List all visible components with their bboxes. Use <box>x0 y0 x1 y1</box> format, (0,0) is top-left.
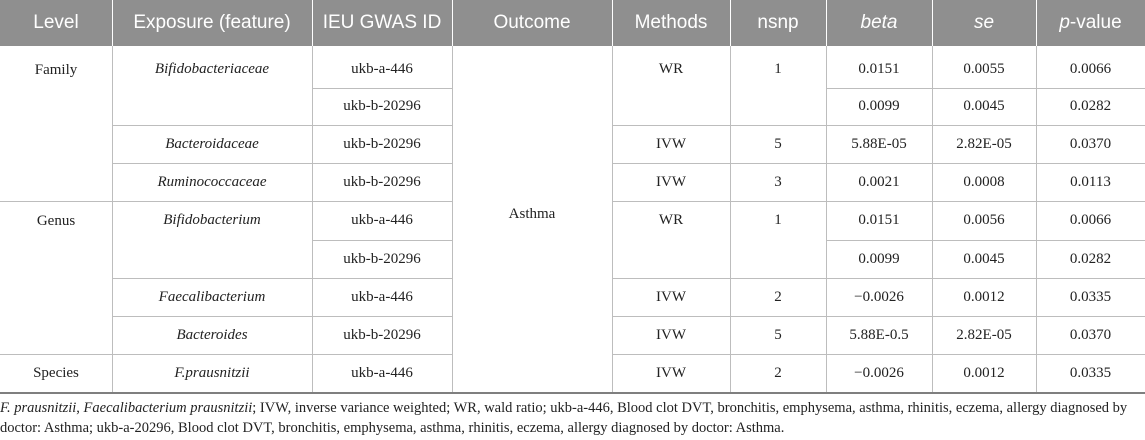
header-se: se <box>973 12 995 33</box>
header-divider <box>826 0 827 46</box>
gwas-id-cell: ukb-b-20296 <box>343 98 421 114</box>
header-divider <box>112 0 113 46</box>
method-cell: WR <box>658 212 684 228</box>
exposure-cell: F.prausnitzii <box>174 364 250 381</box>
se-cell: 0.0056 <box>963 212 1005 228</box>
gwas-id-cell: ukb-a-446 <box>351 212 413 228</box>
header-methods: Methods <box>634 12 708 33</box>
beta-cell: −0.0026 <box>854 364 904 381</box>
se-cell: 0.0008 <box>963 173 1005 190</box>
beta-cell: −0.0026 <box>854 288 904 305</box>
p-value-cell: 0.0113 <box>1070 173 1111 190</box>
outcome-asthma: Asthma <box>508 205 556 222</box>
p-value-cell: 0.0066 <box>1069 212 1112 228</box>
se-cell: 0.0012 <box>963 288 1005 305</box>
method-cell: IVW <box>656 173 686 190</box>
footnote-sep: , <box>76 400 84 416</box>
header-divider <box>612 0 613 46</box>
header-level: Level <box>33 12 79 33</box>
header-p-value <box>1036 0 1145 46</box>
gwas-id-cell: ukb-b-20296 <box>343 250 421 267</box>
table-bottom-rule <box>0 392 1145 394</box>
header-gwas-id: IEU GWAS ID <box>322 12 442 33</box>
nsnp-cell: 2 <box>774 288 782 305</box>
method-cell: IVW <box>656 326 686 343</box>
nsnp-cell: 2 <box>774 364 782 381</box>
se-cell: 0.0045 <box>963 250 1005 267</box>
gwas-id-cell: ukb-a-446 <box>351 288 413 305</box>
beta-cell: 0.0151 <box>858 60 900 77</box>
method-cell <box>612 240 730 278</box>
beta-cell: 0.0099 <box>858 250 900 267</box>
footnote-abbr-full: Faecalibacterium prausnitzii <box>83 400 253 416</box>
method-cell: IVW <box>656 364 686 381</box>
gwas-id-cell: ukb-a-446 <box>351 60 413 77</box>
method-cell: IVW <box>656 288 686 305</box>
se-cell: 0.0012 <box>963 364 1005 381</box>
exposure-cell: Bacteroides <box>176 326 248 343</box>
nsnp-cell: 3 <box>774 173 782 190</box>
beta-cell: 5.88E-05 <box>851 135 907 152</box>
p-value-cell: 0.0282 <box>1069 250 1112 267</box>
se-cell: 2.82E-05 <box>956 326 1012 343</box>
level-genus: Genus <box>36 212 76 229</box>
exposure-cell: Bifidobacteriaceae <box>154 60 270 77</box>
exposure-cell: Faecalibacterium <box>158 288 266 305</box>
beta-cell: 0.0151 <box>858 212 900 228</box>
exposure-cell: Ruminococcaceae <box>157 173 267 190</box>
method-cell: WR <box>658 60 684 77</box>
header-p-suffix: -value <box>1069 12 1122 33</box>
nsnp-cell: 5 <box>774 326 782 343</box>
gwas-id-cell: ukb-b-20296 <box>343 135 421 152</box>
p-value-cell: 0.0335 <box>1069 288 1112 305</box>
p-value-cell: 0.0335 <box>1069 364 1112 381</box>
beta-cell: 0.0021 <box>858 173 900 190</box>
beta-cell: 0.0099 <box>858 98 900 114</box>
header-beta: beta <box>860 12 898 33</box>
footnote-abbr: F. prausnitzii <box>0 400 77 416</box>
header-divider <box>1036 0 1037 46</box>
p-value-cell: 0.0370 <box>1069 135 1112 152</box>
header-divider <box>932 0 933 46</box>
header-p-letter: p <box>1059 12 1070 33</box>
exposure-cell: Bifidobacterium <box>163 212 261 228</box>
p-value-cell: 0.0282 <box>1069 98 1112 114</box>
nsnp-cell <box>730 88 826 125</box>
se-cell: 2.82E-05 <box>956 135 1012 152</box>
header-exposure: Exposure (feature) <box>133 12 291 33</box>
method-cell <box>612 88 730 125</box>
header-nsnp: nsnp <box>757 12 799 33</box>
nsnp-cell: 5 <box>774 135 782 152</box>
exposure-cell <box>112 88 312 125</box>
se-cell: 0.0055 <box>963 60 1005 77</box>
level-family: Family <box>34 61 78 78</box>
nsnp-cell: 1 <box>774 212 782 228</box>
header-divider <box>730 0 731 46</box>
nsnp-cell <box>730 240 826 278</box>
gwas-id-cell: ukb-b-20296 <box>343 326 421 343</box>
p-value-cell: 0.0370 <box>1069 326 1112 343</box>
gwas-id-cell: ukb-a-446 <box>351 364 413 381</box>
exposure-cell: Bacteroidaceae <box>165 135 259 152</box>
header-divider <box>452 0 453 46</box>
p-value-cell: 0.0066 <box>1069 60 1112 77</box>
footnote-text: ; IVW, inverse variance weighted; WR, wald ratio; ukb-a-446, Blood clot DVT, bronchitis, emphysema, asthma, rhinitis, eczema, allergy diagnosed by doctor: Asthma; ukb-a-20296, Blood clot DVT, bronchitis, emphysema, asthma, rhinitis, eczema, allergy diagnosed by doctor: Asthma. <box>0 400 1128 436</box>
nsnp-cell: 1 <box>774 60 782 77</box>
header-outcome: Outcome <box>493 12 571 33</box>
level-species: Species <box>33 365 79 381</box>
se-cell: 0.0045 <box>963 98 1005 114</box>
exposure-cell <box>112 240 312 278</box>
header-divider <box>312 0 313 46</box>
gwas-id-cell: ukb-b-20296 <box>343 173 421 190</box>
table-footnote <box>0 398 1140 438</box>
method-cell: IVW <box>656 135 686 152</box>
beta-cell: 5.88E-0.5 <box>849 326 909 343</box>
